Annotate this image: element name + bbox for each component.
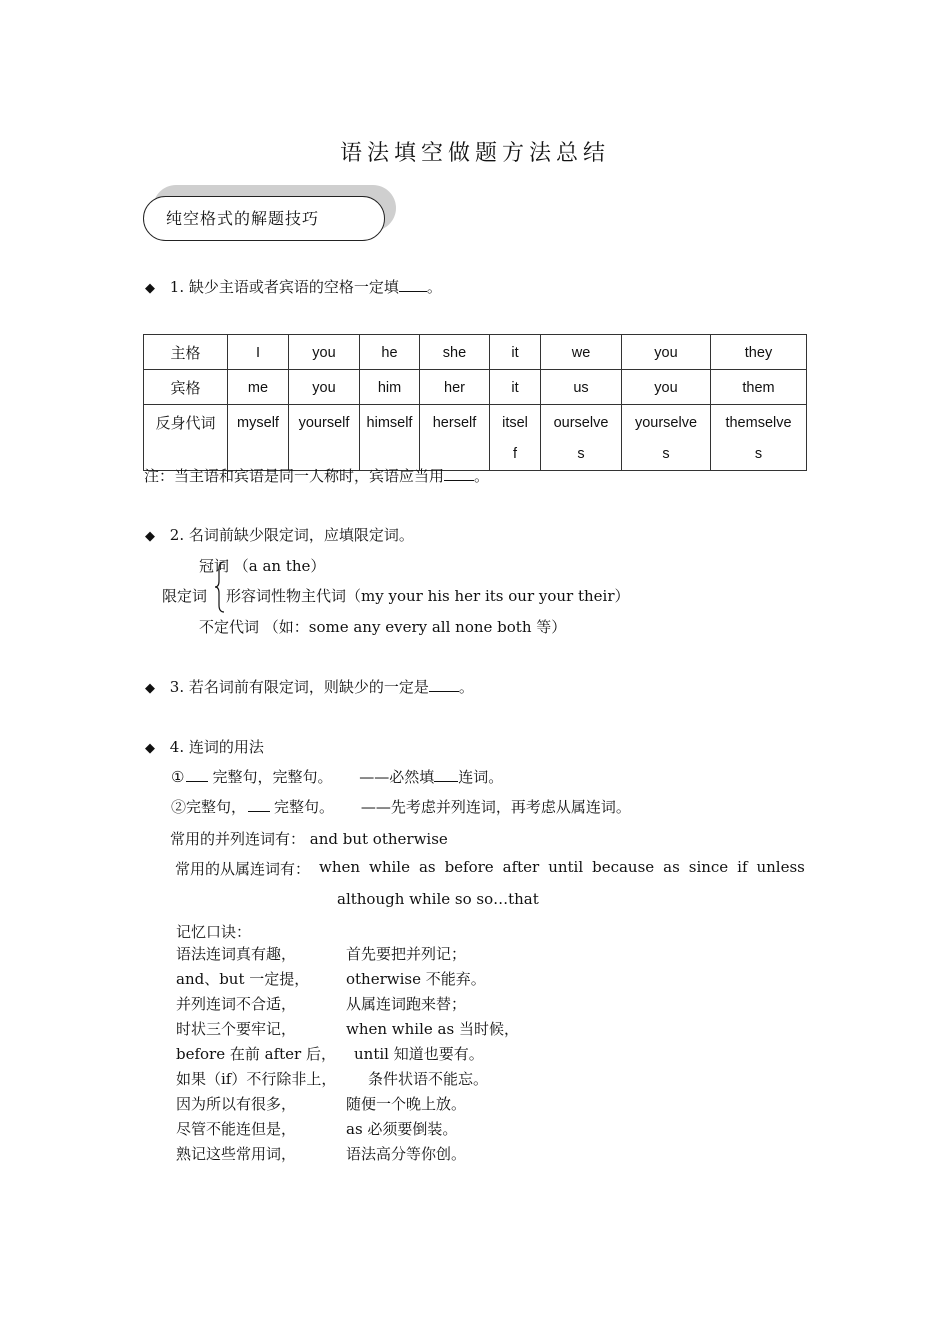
row-head-nominative: 主格 <box>144 335 228 370</box>
determiner-article: 冠词 （a an the） <box>199 557 326 575</box>
table-row-objective <box>144 370 807 405</box>
item-4 <box>145 736 264 757</box>
item-3-text: 3. 若名词前有限定词，则缺少的一定是 <box>169 678 429 696</box>
item-1-end: 。 <box>426 278 442 296</box>
determiner-possessive: 形容词性物主代词（my your his her its our your their） <box>226 587 630 605</box>
mnemonic-title: 记忆口诀： <box>176 923 252 941</box>
mnemonic-col-2 <box>346 942 519 1167</box>
mnemonic-line: otherwise 不能弃。 <box>346 970 486 988</box>
table-cell: themselve s <box>711 405 807 471</box>
note <box>144 465 489 486</box>
table-cell: ourselve s <box>541 405 622 471</box>
table-cell: himself <box>360 405 420 471</box>
rule-2: ②完整句， 完整句。 ——先考虑并列连词，再考虑从属连词。 <box>171 798 631 816</box>
mnemonic-line: 如果（if）不行除非上， <box>176 1070 337 1088</box>
bullet-diamond-icon: ◆ <box>145 741 155 756</box>
note-text: 注：当主语和宾语是同一人称时，宾语应当用 <box>144 467 445 485</box>
row-head-objective: 宾格 <box>144 370 228 405</box>
table-cell: it <box>490 335 541 370</box>
table-cell: you <box>622 335 711 370</box>
mnemonic-line: when while as 当时候， <box>346 1020 519 1038</box>
table-cell: herself <box>420 405 490 471</box>
page-title: 语法填空做题方法总结 <box>339 141 610 166</box>
item-1 <box>145 276 442 297</box>
bullet-diamond-icon: ◆ <box>145 281 155 296</box>
mnemonic-line: until 知道也要有。 <box>354 1045 484 1063</box>
mnemonic-line: as 必须要倒装。 <box>346 1120 458 1138</box>
answer-blank <box>399 277 427 292</box>
item-4-text: 4. 连词的用法 <box>169 738 264 756</box>
pronoun-table <box>143 334 807 471</box>
table-cell: you <box>289 335 360 370</box>
mnemonic-line: 从属连词跑来替； <box>346 995 467 1013</box>
subordinating-conjunctions: 常用的从属连词有： when while as before after until because as since if unless <box>175 858 805 878</box>
table-row-nominative <box>144 335 807 370</box>
table-cell: them <box>711 370 807 405</box>
rule-1: ① 完整句，完整句。 ——必然填 连词。 <box>171 768 504 786</box>
answer-blank <box>434 767 458 782</box>
mnemonic-line: 首先要把并列记； <box>346 945 467 963</box>
table-cell: he <box>360 335 420 370</box>
mnemonic-line: 随便一个晚上放。 <box>346 1095 467 1113</box>
item-1-text: 1. 缺少主语或者宾语的空格一定填 <box>169 278 399 296</box>
subordinating-conjunctions-cont: although while so so…that <box>337 890 539 908</box>
table-cell: you <box>622 370 711 405</box>
table-cell: myself <box>228 405 289 471</box>
table-cell: itsel f <box>490 405 541 471</box>
mnemonic-line: and、but 一定提， <box>176 970 310 988</box>
note-end: 。 <box>474 467 490 485</box>
mnemonic-line: before 在前 after 后， <box>176 1045 336 1063</box>
mnemonic-line: 语法高分等你创。 <box>346 1145 467 1163</box>
answer-blank <box>186 767 208 782</box>
row-head-reflexive: 反身代词 <box>144 405 228 471</box>
table-cell: she <box>420 335 490 370</box>
item-3 <box>145 676 474 697</box>
answer-blank <box>248 797 270 812</box>
mnemonic-line: 熟记这些常用词， <box>176 1145 297 1163</box>
item-2 <box>145 524 414 545</box>
determiner-indefinite: 不定代词 （如：some any every all none both 等） <box>199 618 567 636</box>
curly-brace-icon <box>215 561 225 613</box>
answer-blank <box>429 677 459 692</box>
mnemonic-col-1 <box>176 942 336 1167</box>
table-cell: her <box>420 370 490 405</box>
table-cell: you <box>289 370 360 405</box>
table-cell: it <box>490 370 541 405</box>
mnemonic-line: 时状三个要牢记， <box>176 1020 297 1038</box>
bullet-diamond-icon: ◆ <box>145 529 155 544</box>
mnemonic-line: 尽管不能连但是， <box>176 1120 297 1138</box>
item-2-text: 2. 名词前缺少限定词，应填限定词。 <box>169 526 414 544</box>
mnemonic-line: 条件状语不能忘。 <box>368 1070 489 1088</box>
determiner-label: 限定词 <box>162 587 208 605</box>
answer-blank <box>444 466 474 481</box>
section-label: 纯空格式的解题技巧 <box>143 196 385 241</box>
bullet-diamond-icon: ◆ <box>145 681 155 696</box>
table-cell: yourselve s <box>622 405 711 471</box>
table-cell: yourself <box>289 405 360 471</box>
table-cell: me <box>228 370 289 405</box>
table-cell: us <box>541 370 622 405</box>
table-cell: him <box>360 370 420 405</box>
table-cell: we <box>541 335 622 370</box>
table-cell: they <box>711 335 807 370</box>
coordinating-conjunctions: 常用的并列连词有： and but otherwise <box>170 830 448 848</box>
table-cell: I <box>228 335 289 370</box>
mnemonic-line: 语法连词真有趣， <box>176 945 297 963</box>
mnemonic-line: 并列连词不合适， <box>176 995 297 1013</box>
table-row-reflexive <box>144 405 807 471</box>
mnemonic-line: 因为所以有很多， <box>176 1095 297 1113</box>
item-3-end: 。 <box>458 678 474 696</box>
